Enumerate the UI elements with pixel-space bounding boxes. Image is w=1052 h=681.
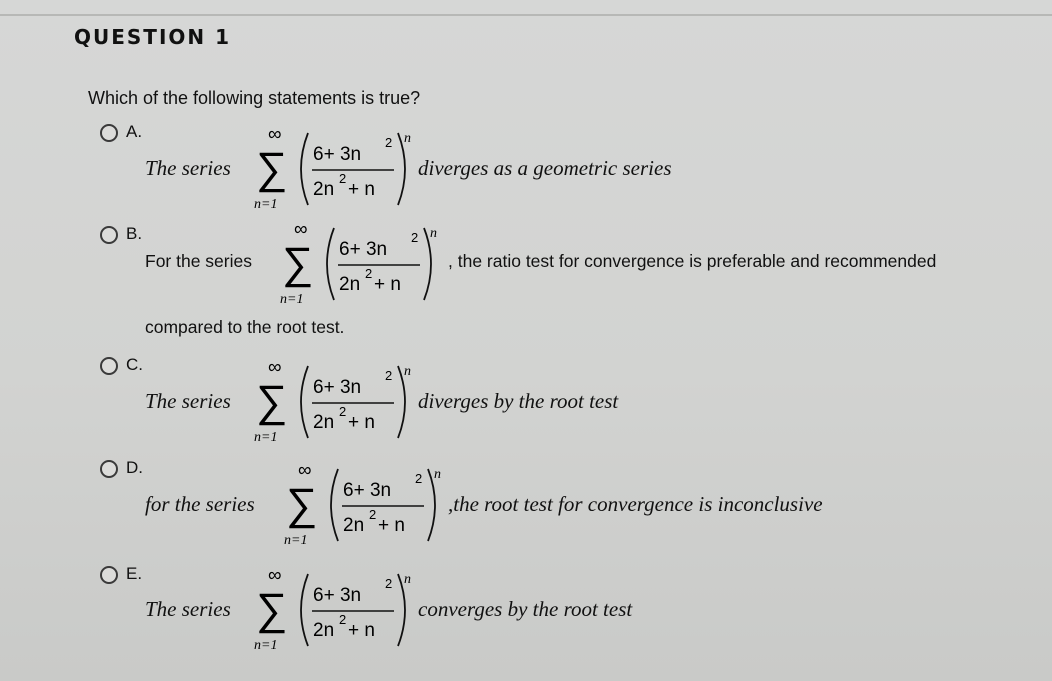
fraction-numerator: 6+ 3n [343, 480, 392, 501]
sigma-symbol: ∑ [286, 480, 318, 529]
option-b-text-continued: compared to the root test. [145, 317, 345, 337]
option-e-text-before: The series [145, 597, 231, 621]
denominator-exponent: 2 [339, 404, 347, 419]
series-expression [284, 461, 446, 549]
numerator-exponent: 2 [385, 368, 393, 383]
fraction-denominator: 2n [343, 515, 365, 536]
denominator-exponent: 2 [339, 171, 347, 186]
option-c-text-after: diverges by the root test [418, 389, 619, 413]
sum-lower-limit: n=1 [254, 638, 278, 653]
sigma-symbol: ∑ [256, 377, 288, 426]
fraction-denominator-tail: + n [348, 179, 375, 200]
series-expression [254, 566, 416, 654]
fraction-denominator: 2n [339, 274, 361, 295]
sum-upper-limit: ∞ [268, 357, 282, 378]
option-b-text-before: For the series [145, 251, 252, 271]
option-d-text-after: ,the root test for convergence is inconclusive [448, 492, 823, 516]
numerator-exponent: 2 [411, 230, 419, 245]
option-c-text-before: The series [145, 389, 231, 413]
fraction-denominator: 2n [313, 412, 335, 433]
left-paren [327, 228, 334, 300]
left-paren [301, 366, 308, 438]
fraction-numerator: 6+ 3n [313, 585, 362, 606]
series-expression [254, 125, 416, 213]
option-a-letter: A. [126, 122, 143, 141]
option-b-text-after: , the ratio test for convergence is preferable and recommended [448, 251, 937, 271]
outer-exponent: n [430, 226, 437, 241]
fraction-denominator-tail: + n [374, 274, 401, 295]
question-prompt: Which of the following statements is true? [88, 88, 421, 108]
series-expression [280, 220, 442, 308]
option-d-radio[interactable] [100, 460, 118, 478]
option-d-letter: D. [126, 458, 143, 477]
option-b-series [280, 220, 442, 313]
option-c-letter: C. [126, 355, 143, 374]
option-e-letter: E. [126, 564, 143, 583]
sum-upper-limit: ∞ [268, 124, 282, 145]
fraction-numerator: 6+ 3n [339, 239, 388, 260]
outer-exponent: n [404, 131, 411, 146]
option-e-radio[interactable] [100, 566, 118, 584]
sum-lower-limit: n=1 [284, 533, 308, 548]
sigma-symbol: ∑ [256, 144, 288, 193]
denominator-exponent: 2 [365, 266, 373, 281]
option-b-radio[interactable] [100, 226, 118, 244]
fraction-numerator: 6+ 3n [313, 144, 362, 165]
option-e-text-after: converges by the root test [418, 597, 633, 621]
option-c-series [254, 358, 416, 451]
option-a-series [254, 125, 416, 218]
numerator-exponent: 2 [415, 471, 423, 486]
series-expression [254, 358, 416, 446]
numerator-exponent: 2 [385, 576, 393, 591]
fraction-denominator: 2n [313, 179, 335, 200]
option-a-text-before: The series [145, 156, 231, 180]
denominator-exponent: 2 [369, 507, 377, 522]
sum-lower-limit: n=1 [254, 197, 278, 212]
sum-upper-limit: ∞ [298, 460, 312, 481]
sigma-symbol: ∑ [282, 239, 314, 288]
fraction-numerator: 6+ 3n [313, 377, 362, 398]
denominator-exponent: 2 [339, 612, 347, 627]
sum-upper-limit: ∞ [294, 219, 308, 240]
option-c-radio[interactable] [100, 357, 118, 375]
left-paren [331, 469, 338, 541]
outer-exponent: n [434, 467, 441, 482]
option-d-text-before: for the series [145, 492, 255, 516]
sum-upper-limit: ∞ [268, 565, 282, 586]
sum-lower-limit: n=1 [254, 430, 278, 445]
outer-exponent: n [404, 364, 411, 379]
fraction-denominator-tail: + n [348, 412, 375, 433]
question-title: QUESTION 1 [74, 25, 232, 49]
sigma-symbol: ∑ [256, 585, 288, 634]
left-paren [301, 133, 308, 205]
option-a-text-after: diverges as a geometric series [418, 156, 672, 180]
fraction-denominator-tail: + n [378, 515, 405, 536]
fraction-denominator-tail: + n [348, 620, 375, 641]
fraction-denominator: 2n [313, 620, 335, 641]
outer-exponent: n [404, 572, 411, 587]
option-b-letter: B. [126, 224, 143, 243]
top-divider [0, 14, 1052, 16]
option-e-series [254, 566, 416, 659]
option-a-radio[interactable] [100, 124, 118, 142]
numerator-exponent: 2 [385, 135, 393, 150]
sum-lower-limit: n=1 [280, 292, 304, 307]
option-d-series [284, 461, 446, 554]
left-paren [301, 574, 308, 646]
